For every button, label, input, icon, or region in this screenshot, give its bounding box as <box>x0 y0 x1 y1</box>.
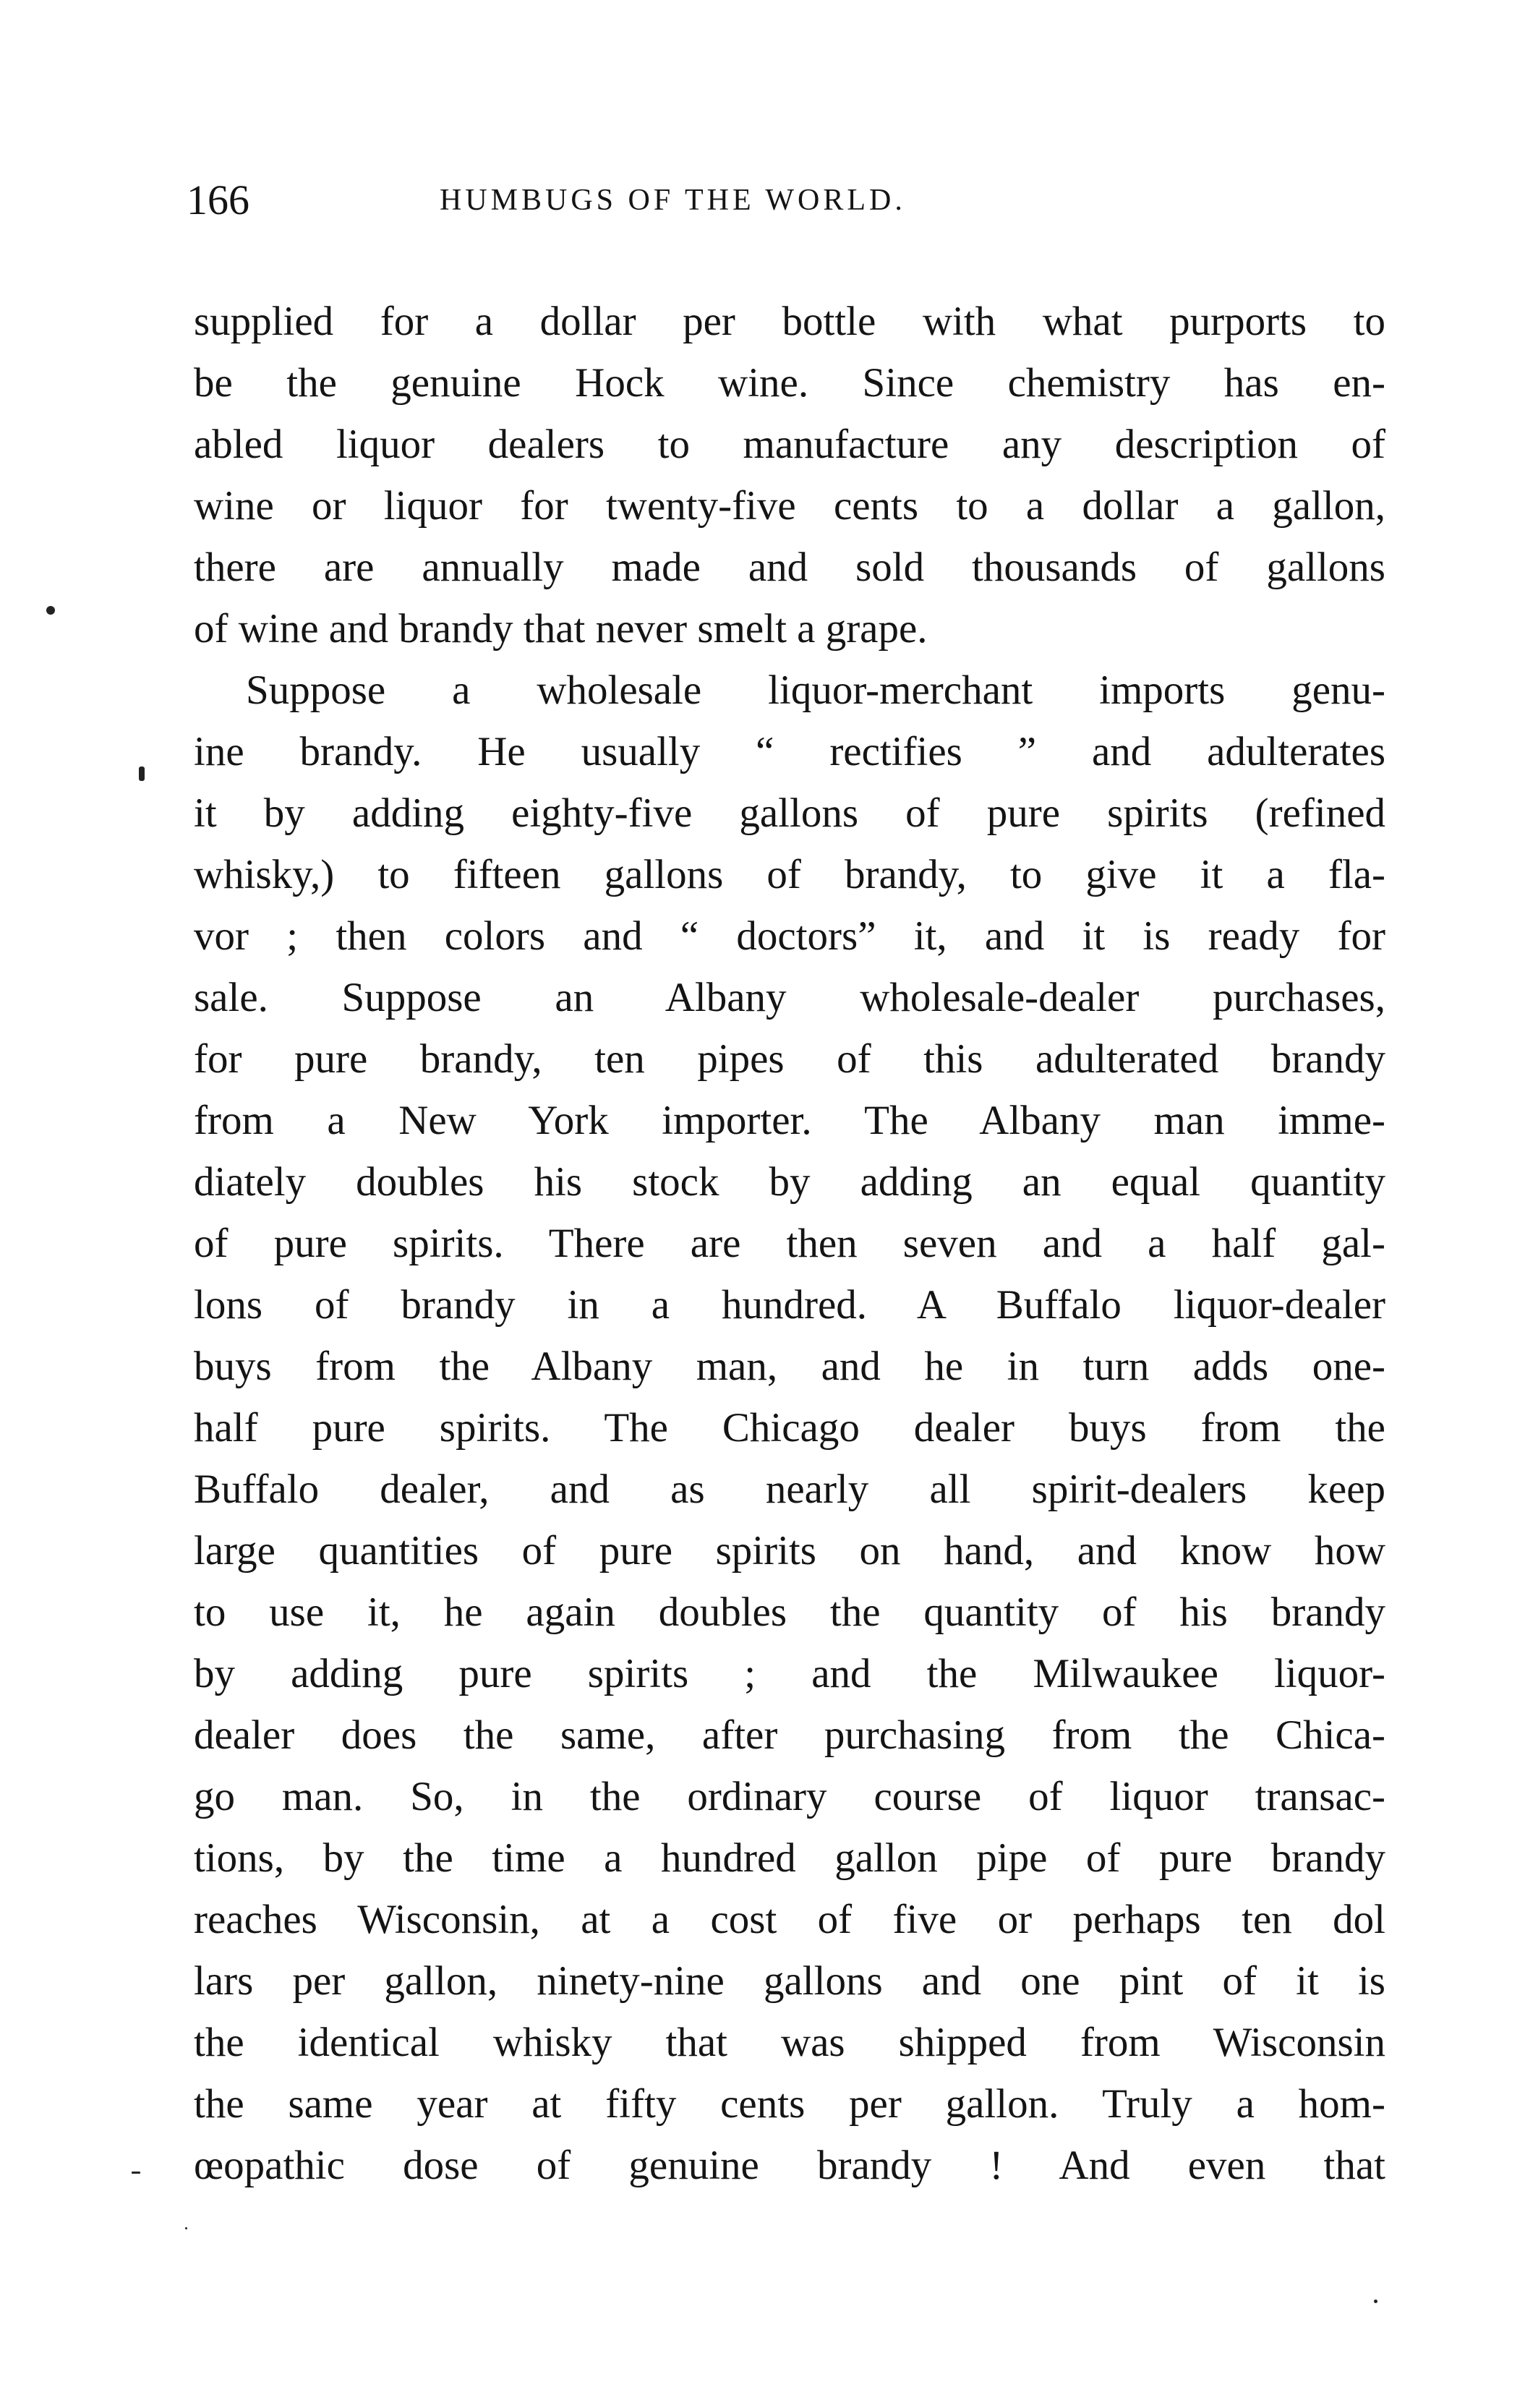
scan-speck <box>185 2227 187 2229</box>
page-header <box>187 168 1387 233</box>
text-line: sale. Suppose an Albany wholesale-dealer purchases, <box>194 975 1385 1020</box>
scan-speck <box>46 606 55 615</box>
scan-speck <box>139 767 145 781</box>
text-line: reaches Wisconsin, at a cost of five or perhaps ten dol <box>194 1897 1385 1942</box>
text-line: dealer does the same, after purchasing from the Chica- <box>194 1712 1385 1758</box>
text-line: buys from the Albany man, and he in turn adds one- <box>194 1344 1385 1389</box>
text-line: of pure spirits. There are then seven and a half gal- <box>194 1221 1385 1266</box>
text-line: tions, by the time a hundred gallon pipe of pure brandy <box>194 1835 1385 1881</box>
text-line: the same year at fifty cents per gallon. Truly a hom- <box>194 2081 1385 2127</box>
text-line: from a New York importer. The Albany man imme- <box>194 1098 1385 1143</box>
text-line: abled liquor dealers to manufacture any description of <box>194 422 1385 467</box>
text-line: diately doubles his stock by adding an equal quantity <box>194 1159 1385 1205</box>
text-line: by adding pure spirits ; and the Milwaukee liquor- <box>194 1651 1385 1696</box>
text-line: to use it, he again doubles the quantity of his brandy <box>194 1589 1385 1635</box>
text-line: whisky,) to fifteen gallons of brandy, to give it a fla- <box>194 852 1385 897</box>
body-text <box>194 291 1385 2196</box>
text-line: large quantities of pure spirits on hand, and know how <box>194 1528 1385 1574</box>
text-line: vor ; then colors and “ doctors” it, and it is ready for <box>194 913 1385 959</box>
text-line: of wine and brandy that never smelt a grape. <box>194 606 928 652</box>
text-line: wine or liquor for twenty-five cents to a dollar a gallon, <box>194 483 1385 529</box>
text-line: Suppose a wholesale liquor-merchant imports genu- <box>246 667 1385 713</box>
text-line: lons of brandy in a hundred. A Buffalo liquor-dealer <box>194 1282 1385 1328</box>
text-line: half pure spirits. The Chicago dealer buys from the <box>194 1405 1385 1451</box>
text-line: go man. So, in the ordinary course of liquor transac- <box>194 1774 1385 1819</box>
text-line: Buffalo dealer, and as nearly all spirit-dealers keep <box>194 1466 1385 1512</box>
text-line: for pure brandy, ten pipes of this adulterated brandy <box>194 1036 1385 1082</box>
text-line: œopathic dose of genuine brandy ! And even that <box>194 2143 1385 2188</box>
page-number: 166 <box>187 176 249 223</box>
text-line: the identical whisky that was shipped from Wisconsin <box>194 2020 1385 2065</box>
text-line: lars per gallon, ninety-nine gallons and one pint of it is <box>194 1958 1385 2004</box>
scan-speck <box>1374 2300 1377 2303</box>
text-line: ine brandy. He usually “ rectifies ” and adulterates <box>194 729 1385 774</box>
text-line: be the genuine Hock wine. Since chemistry has en- <box>194 360 1385 406</box>
text-line: there are annually made and sold thousands of gallons <box>194 545 1385 590</box>
text-line: it by adding eighty-five gallons of pure spirits (refined <box>194 790 1385 836</box>
text-line: supplied for a dollar per bottle with what purports to <box>194 299 1385 344</box>
scan-speck <box>132 2172 140 2174</box>
running-title: HUMBUGS OF THE WORLD. <box>440 184 906 217</box>
